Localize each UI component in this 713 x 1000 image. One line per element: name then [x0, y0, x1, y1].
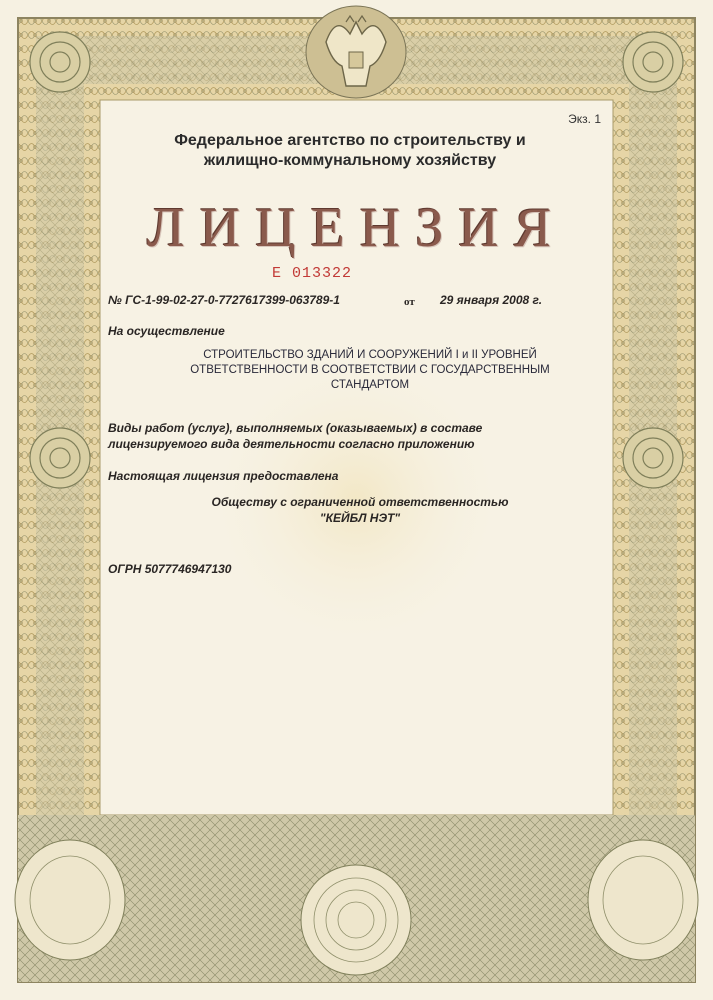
company-line-1: Обществу с ограниченной ответственностью: [211, 495, 509, 509]
works-line-1: Виды работ (услуг), выполняемых (оказываемых) в составе: [108, 421, 483, 435]
date-prefix: от: [404, 296, 415, 308]
document-title: ЛИЦЕНЗИЯ: [146, 197, 567, 259]
activity-label: На осуществление: [108, 324, 225, 338]
activity-line-2: ОТВЕТСТВЕННОСТИ В СООТВЕТСТВИИ С ГОСУДАРСТВЕННЫМ СТАНДАРТОМ: [190, 364, 550, 391]
agency-line-2: жилищно-коммунальному хозяйству: [203, 152, 497, 169]
license-number: № ГС-1-99-02-27-0-7727617399-063789-1: [108, 293, 340, 307]
licensee-company: [160, 494, 560, 526]
serial-number: Е 013322: [272, 265, 353, 282]
granted-label: Настоящая лицензия предоставлена: [108, 469, 339, 483]
issuing-agency: [100, 131, 600, 171]
double-headed-eagle-emblem: [306, 6, 406, 98]
activity-line-1: СТРОИТЕЛЬСТВО ЗДАНИЙ И СООРУЖЕНИЙ I и II УРОВНЕЙ: [203, 349, 537, 361]
works-description: [108, 420, 548, 452]
agency-line-1: Федеральное агентство по строительству и: [174, 132, 526, 149]
company-name: "КЕЙБЛ НЭТ": [319, 511, 401, 525]
issue-date: 29 января 2008 г.: [440, 293, 543, 307]
works-line-2: лицензируемого вида деятельности согласно приложению: [108, 437, 475, 451]
activity-description: [150, 348, 590, 393]
copy-number: Экз. 1: [568, 112, 601, 126]
ogrn-number: ОГРН 5077746947130: [108, 562, 232, 576]
